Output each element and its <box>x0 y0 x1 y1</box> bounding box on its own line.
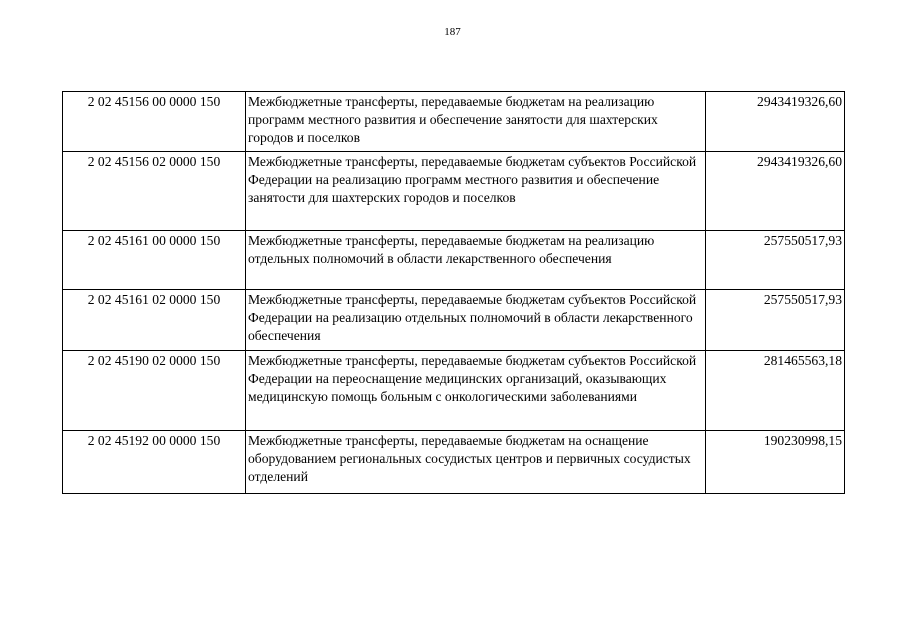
page-number: 187 <box>444 26 461 38</box>
amount-value: 2943419326,60 <box>706 152 845 231</box>
revenue-description: Межбюджетные трансферты, передаваемые бюджетам на реализацию отдельных полномочий в области лекарственного обеспечения <box>246 231 706 290</box>
revenue-description: Межбюджетные трансферты, передаваемые бюджетам субъектов Российской Федерации на реализацию отдельных полномочий в области лекарственного обеспечения <box>246 290 706 351</box>
classification-code: 2 02 45156 00 0000 150 <box>63 92 246 152</box>
classification-code: 2 02 45192 00 0000 150 <box>63 431 246 494</box>
revenue-description: Межбюджетные трансферты, передаваемые бюджетам субъектов Российской Федерации на реализацию программ местного развития и обеспечение занятости для шахтерских городов и поселков <box>246 152 706 231</box>
amount-value: 190230998,15 <box>706 431 845 494</box>
table-row <box>63 351 845 431</box>
classification-code: 2 02 45161 00 0000 150 <box>63 231 246 290</box>
classification-code: 2 02 45161 02 0000 150 <box>63 290 246 351</box>
amount-value: 281465563,18 <box>706 351 845 431</box>
amount-value: 257550517,93 <box>706 231 845 290</box>
revenue-description: Межбюджетные трансферты, передаваемые бюджетам субъектов Российской Федерации на переоснащение медицинских организаций, оказывающих медицинскую помощь больным с онкологическими заболеваниями <box>246 351 706 431</box>
classification-code: 2 02 45156 02 0000 150 <box>63 152 246 231</box>
budget-table <box>62 91 845 494</box>
table-row <box>63 290 845 351</box>
table-row <box>63 431 845 494</box>
revenue-description: Межбюджетные трансферты, передаваемые бюджетам на оснащение оборудованием региональных сосудистых центров и первичных сосудистых отделений <box>246 431 706 494</box>
revenue-description: Межбюджетные трансферты, передаваемые бюджетам на реализацию программ местного развития и обеспечение занятости для шахтерских городов и поселков <box>246 92 706 152</box>
table-row <box>63 231 845 290</box>
classification-code: 2 02 45190 02 0000 150 <box>63 351 246 431</box>
amount-value: 2943419326,60 <box>706 92 845 152</box>
table-row <box>63 152 845 231</box>
amount-value: 257550517,93 <box>706 290 845 351</box>
table-row <box>63 92 845 152</box>
